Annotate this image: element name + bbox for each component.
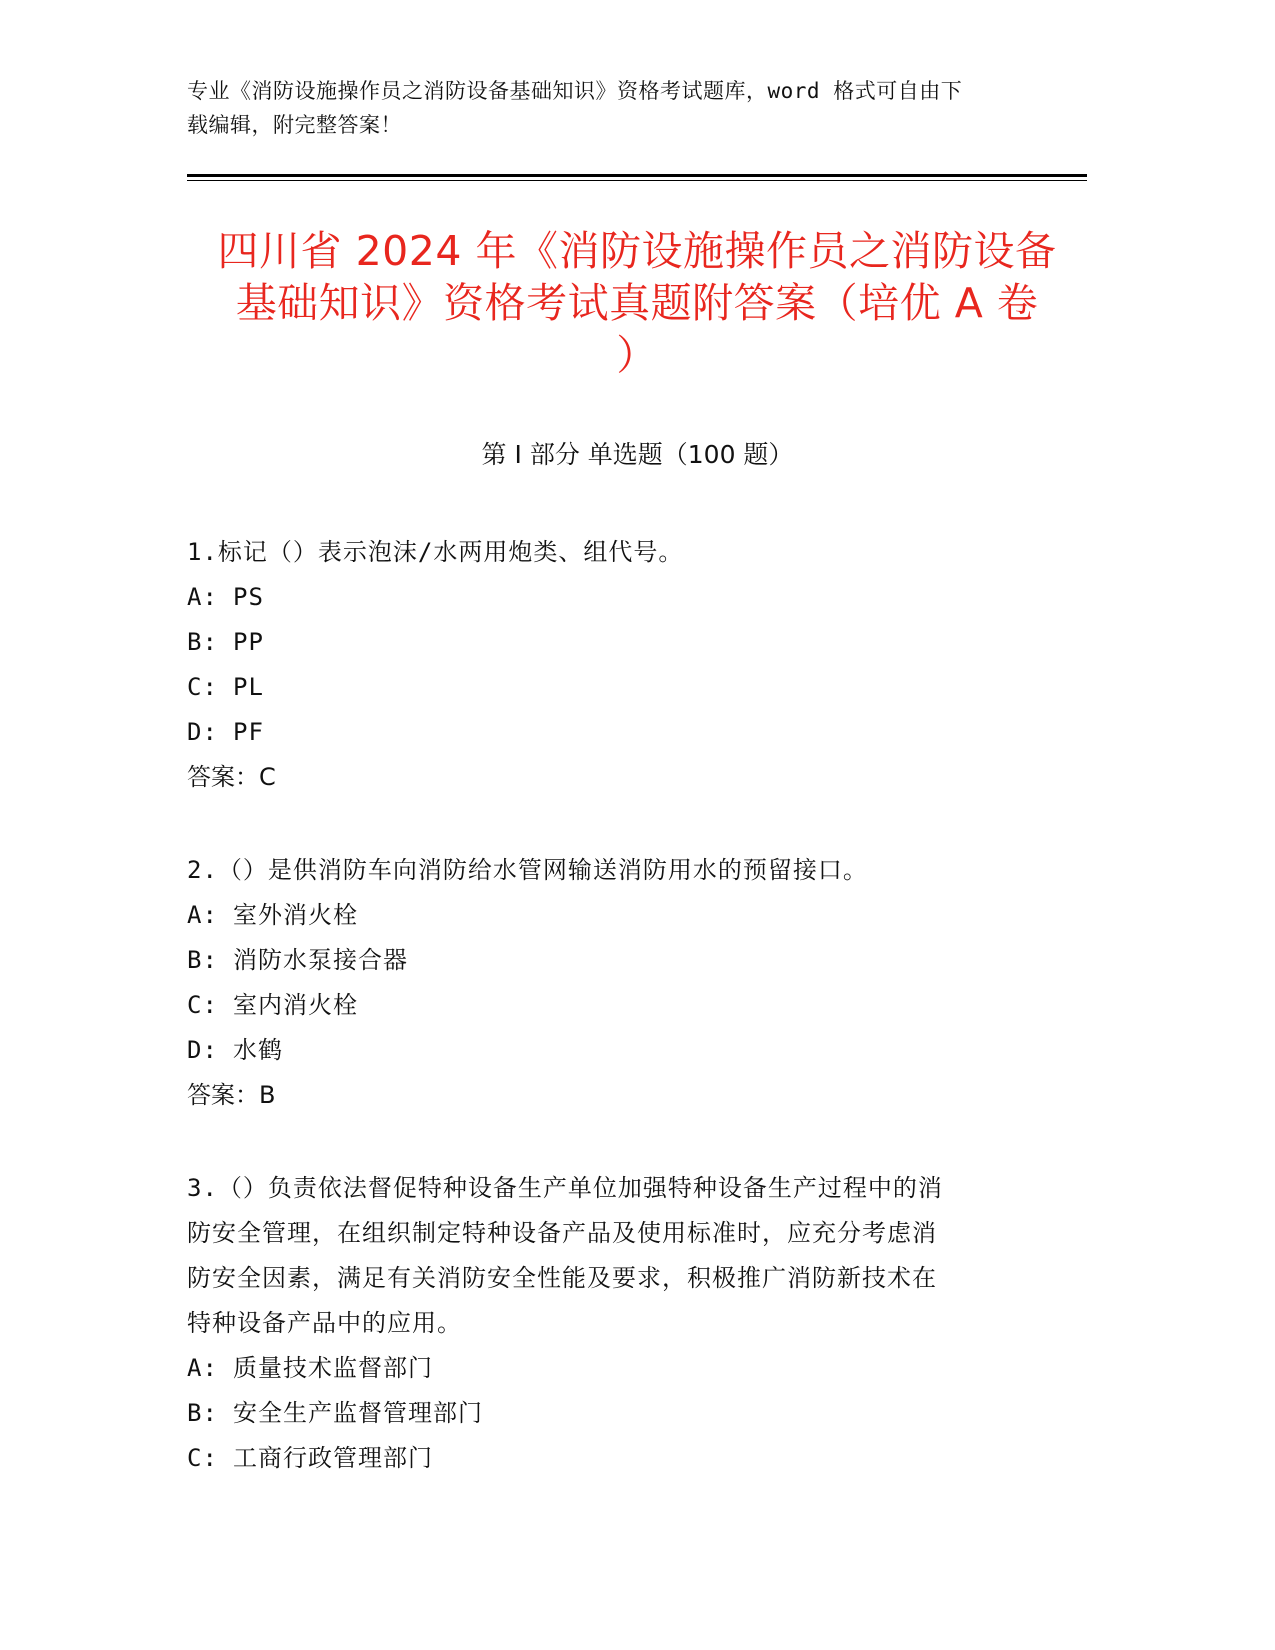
option-text: PL (233, 673, 264, 701)
option-text: 室内消火栓 (233, 991, 358, 1019)
question-1 (187, 530, 1047, 800)
question-2 (187, 848, 1047, 1118)
option-c (187, 665, 1047, 710)
option-a (187, 575, 1047, 620)
option-key: C: (187, 991, 218, 1019)
question-stem: 2.（）是供消防车向消防给水管网输送消防用水的预留接口。 (187, 856, 868, 884)
header-rule-thick (187, 174, 1087, 177)
option-key: A: (187, 901, 218, 929)
answer: 答案：C (187, 763, 276, 791)
option-d (187, 710, 1047, 755)
option-b (187, 620, 1047, 665)
header-note-line-2: 载编辑，附完整答案！ (187, 113, 402, 137)
question-stem-line: 防安全因素，满足有关消防安全性能及要求，积极推广消防新技术在 (187, 1264, 937, 1292)
header-rule-thin (187, 180, 1087, 181)
option-c (187, 983, 1047, 1028)
option-key: D: (187, 718, 218, 746)
option-key: B: (187, 1399, 218, 1427)
option-text: PF (233, 718, 264, 746)
option-key: C: (187, 1444, 218, 1472)
option-text: 消防水泵接合器 (233, 946, 408, 974)
question-stem-line: 防安全管理，在组织制定特种设备产品及使用标准时，应充分考虑消 (187, 1219, 937, 1247)
option-text: 安全生产监督管理部门 (233, 1399, 483, 1427)
option-text: PS (233, 583, 264, 611)
question-stem-line: 特种设备产品中的应用。 (187, 1309, 462, 1337)
option-text: 室外消火栓 (233, 901, 358, 929)
option-key: A: (187, 1354, 218, 1382)
option-text: 水鹤 (233, 1036, 283, 1064)
title-line-3: ） (616, 331, 658, 379)
option-b (187, 938, 1047, 983)
document-title (180, 225, 1094, 381)
option-key: B: (187, 946, 218, 974)
option-c (187, 1436, 1047, 1481)
option-text: 质量技术监督部门 (233, 1354, 433, 1382)
option-key: D: (187, 1036, 218, 1064)
title-line-2: 基础知识》资格考试真题附答案（培优 A 卷 (235, 279, 1039, 327)
question-3 (187, 1166, 1047, 1481)
header-note (187, 74, 1067, 142)
option-text: PP (233, 628, 264, 656)
option-d (187, 1028, 1047, 1073)
option-key: B: (187, 628, 218, 656)
option-key: A: (187, 583, 218, 611)
option-key: C: (187, 673, 218, 701)
option-text: 工商行政管理部门 (233, 1444, 433, 1472)
option-a (187, 1346, 1047, 1391)
question-stem-line: 3.（）负责依法督促特种设备生产单位加强特种设备生产过程中的消 (187, 1174, 943, 1202)
answer: 答案：B (187, 1081, 276, 1109)
section-title: 第 I 部分 单选题（100 题） (481, 440, 794, 469)
question-stem: 1.标记（）表示泡沫/水两用炮类、组代号。 (187, 538, 684, 566)
option-a (187, 893, 1047, 938)
title-line-1: 四川省 2024 年《消防设施操作员之消防设备 (217, 227, 1057, 275)
option-b (187, 1391, 1047, 1436)
header-note-line-1: 专业《消防设施操作员之消防设备基础知识》资格考试题库，word 格式可自由下 (187, 79, 963, 103)
